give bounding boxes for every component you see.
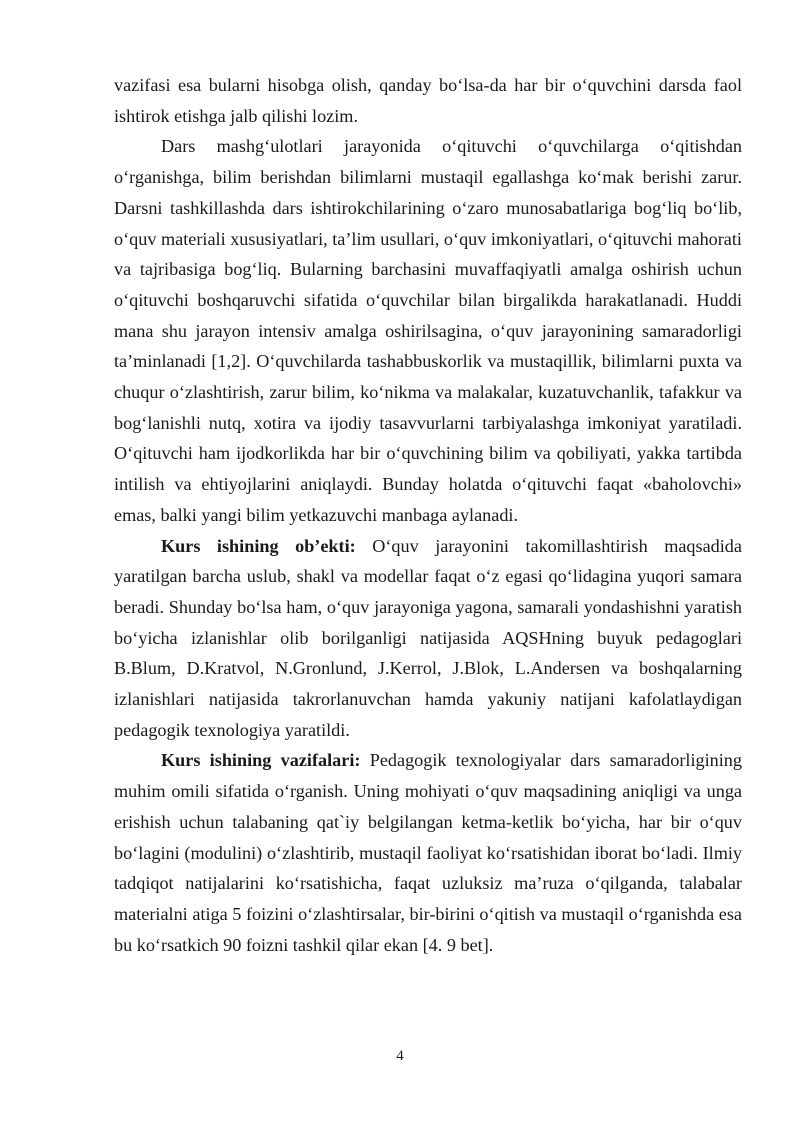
- course-tasks-text: Pedagogik texnologiyalar dars samaradorligining muhim omili sifatida o‘rganish. Uning mohiyati o‘quv maqsadining aniqligi va unga erishish uchun talabaning qat`iy belgilangan ketma-ketlik bo‘yicha, har bir o‘quv bo‘lagini (modulini) o‘zlashtirib, mustaqil faoliyat ko‘rsatishidan iborat bo‘ladi. Ilmiy tadqiqot natijalarini ko‘rsatishicha, faqat uzluksiz ma’ruza o‘qilganda, talabalar materialni atiga 5 foizini o‘zlashtirsalar, bir-birini o‘qitish va mustaqil o‘rganishda esa bu ko‘rsatkich 90 foizni tashkil qilar ekan [4. 9 bet].: [114, 750, 742, 955]
- page-number: 4: [396, 1048, 404, 1064]
- course-object-heading: Kurs ishining ob’ekti:: [161, 535, 356, 556]
- paragraph-intro: vazifasi esa bularni hisobga olish, qanday bo‘lsa-da har bir o‘quvchini darsda faol ishtirok etishga jalb qilishi lozim.: [114, 75, 742, 126]
- course-tasks-heading: Kurs ishining vazifalari:: [161, 750, 361, 771]
- paragraph-course-tasks: [114, 745, 742, 960]
- course-object-text: O‘quv jarayonini takomillashtirish maqsadida yaratilgan barcha uslub, shakl va modellar faqat o‘z egasi qo‘lidagina yuqori samara beradi. Shunday bo‘lsa ham, o‘quv jarayoniga yagona, samarali yondashishni yaratish bo‘yicha izlanishlar olib borilganligi natijasida AQSHning buyuk pedagoglari B.Blum, D.Kratvol, N.Gronlund, J.Kerrol, J.Blok, L.Andersen va boshqalarning izlanishlari natijasida takrorlanuvchan hamda yakuniy natijani kafolatlaydigan pedagogik texnologiya yaratildi.: [114, 535, 742, 740]
- paragraph-course-object: [114, 531, 742, 746]
- document-page: [114, 70, 742, 960]
- paragraph-lesson-process: Dars mashg‘ulotlari jarayonida o‘qituvchi o‘quvchilarga o‘qitishdan o‘rganishga, bilim berishdan bilimlarni mustaqil egallashga ko‘mak berishi zarur. Darsni tashkillashda dars ishtirokchilarining o‘zaro munosabatlariga bog‘liq bo‘lib, o‘quv materiali xususiyatlari, ta’lim usullari, o‘quv imkoniyatlari, o‘qituvchi mahorati va tajribasiga bog‘liq. Bularning barchasini muvaffaqiyatli amalga oshirish uchun o‘qituvchi boshqaruvchi sifatida o‘quvchilar bilan birgalikda harakatlanadi. Huddi mana shu jarayon intensiv amalga oshirilsagina, o‘quv jarayonining samaradorligi ta’minlanadi [1,2]. O‘quvchilarda tashabbuskorlik va mustaqillik, bilimlarni puxta va chuqur o‘zlashtirish, zarur bilim, ko‘nikma va malakalar, kuzatuvchanlik, tafakkur va bog‘lanishli nutq, xotira va ijodiy tasavvurlarni tarbiyalashga imkoniyat yaratiladi. O‘qituvchi ham ijodkorlikda har bir o‘quvchining bilim va qobiliyati, yakka tartibda intilish va ehtiyojlarini aniqlaydi. Bunday holatda o‘qituvchi faqat «baholovchi» emas, balki yangi bilim yetkazuvchi manbaga aylanadi.: [114, 136, 742, 525]
